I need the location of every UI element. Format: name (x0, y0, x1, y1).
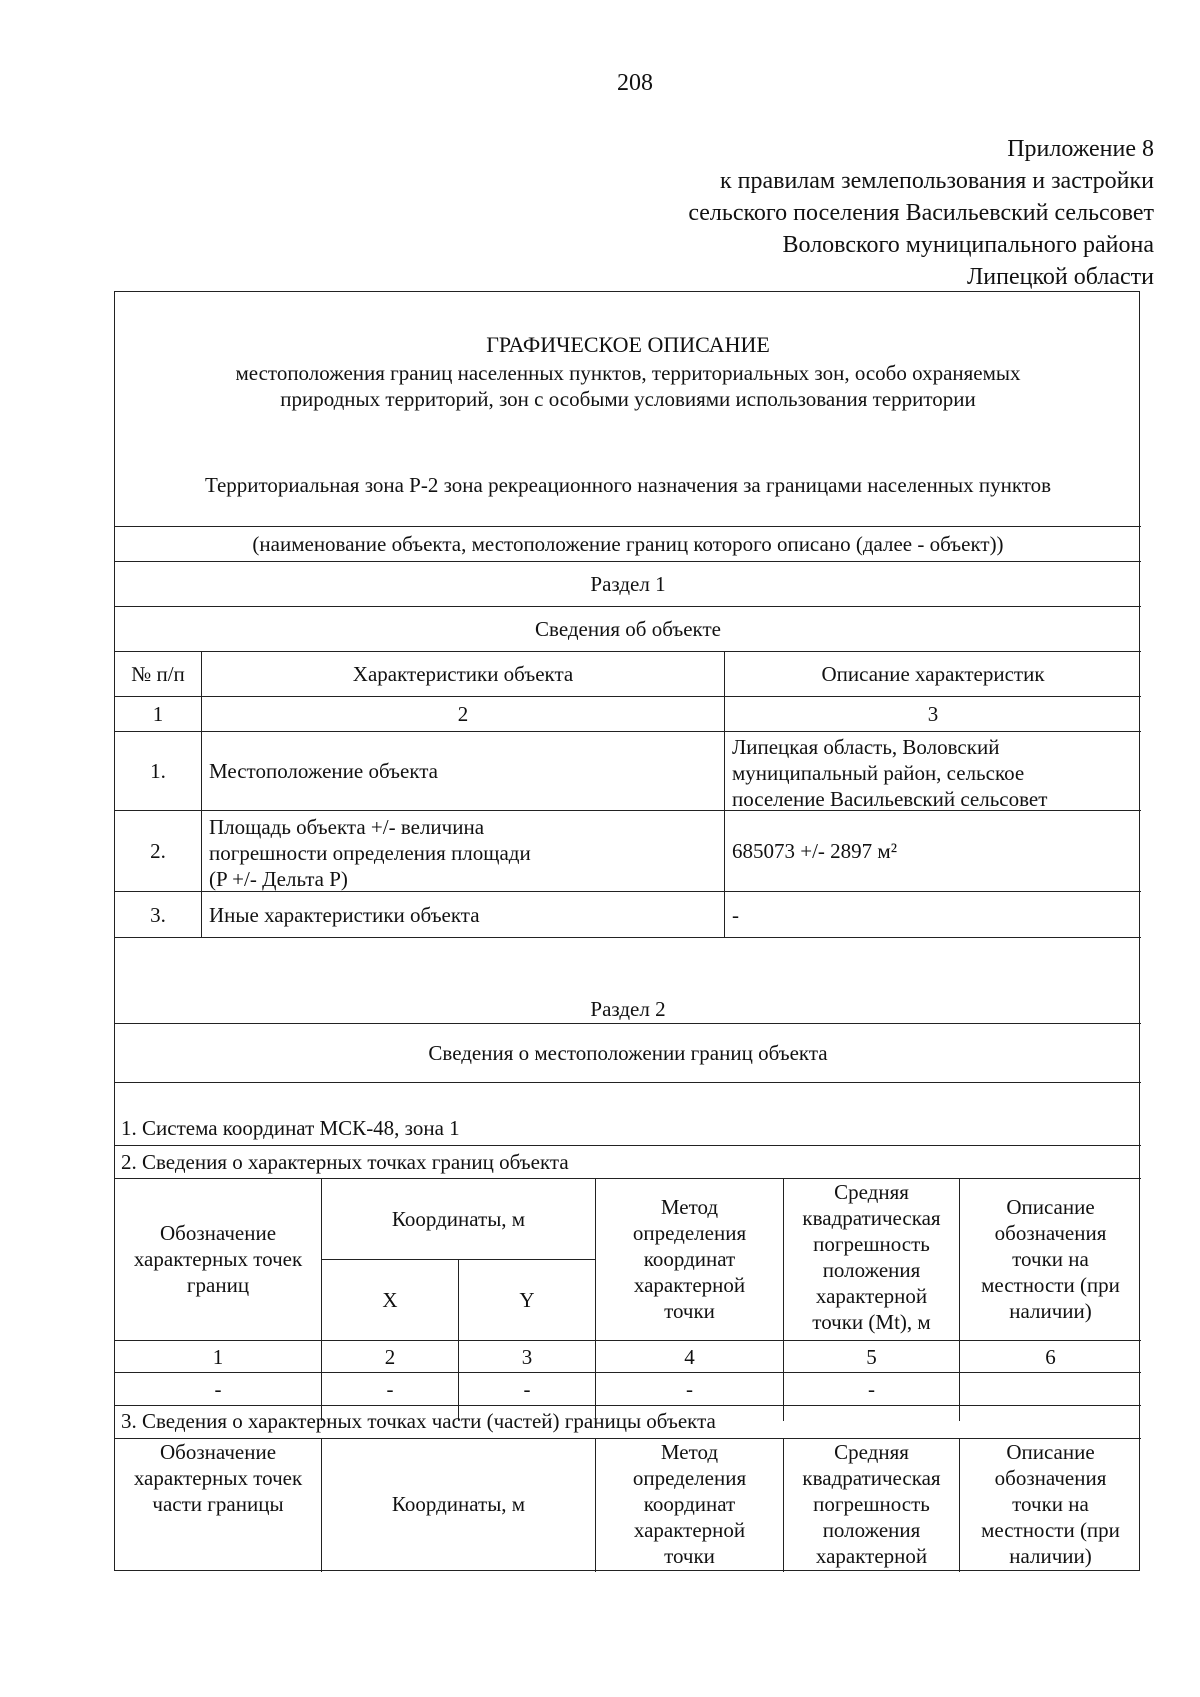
text-line: Описание (1006, 1195, 1095, 1219)
coordinate-system: 1. Система координат МСК-48, зона 1 (121, 1116, 460, 1140)
text-line: наличии) (1009, 1544, 1092, 1568)
col-number: 1 (212, 1344, 224, 1369)
row-number: 3. (150, 902, 166, 927)
row-characteristic (209, 814, 719, 892)
col-number: 2 (457, 702, 469, 726)
row-description (732, 734, 1137, 812)
text-line: определения (632, 1221, 747, 1245)
text-line: точки на (1012, 1247, 1089, 1271)
section2-subtitle: Сведения о местоположении границ объекта (428, 1041, 828, 1065)
text-line: точки (664, 1544, 715, 1568)
text-line: погрешность (813, 1492, 930, 1516)
text-line: части границы (152, 1492, 284, 1516)
section1-subtitle: Сведения об объекте (535, 617, 721, 641)
text-line: обозначения (994, 1466, 1107, 1490)
col-number: 4 (684, 1344, 695, 1369)
table-cell (960, 1373, 1141, 1405)
row-characteristic: Местоположение объекта (209, 759, 439, 783)
page-number: 208 (617, 70, 653, 96)
parts-h-coordinates: Координаты, м (391, 1492, 526, 1516)
col-number: 1 (152, 702, 164, 726)
h-method (596, 1194, 783, 1324)
col-header-characteristic: Характеристики объекта (352, 662, 574, 686)
parts-h-designation (115, 1439, 321, 1517)
row-description: 685073 +/- 2897 м² (732, 839, 898, 863)
zone-caption: (наименование объекта, местоположение границ которого описано (далее - объект)) (252, 532, 1004, 556)
h-y: Y (519, 1288, 535, 1312)
text-line: Обозначение (159, 1221, 277, 1245)
col-header-description: Описание характеристик (821, 662, 1045, 686)
text-line: точки на (1012, 1492, 1089, 1516)
text-line: границ (186, 1273, 250, 1297)
row-description: - (732, 902, 739, 927)
text-line: местности (при (981, 1273, 1120, 1297)
text-line: Метод (660, 1195, 719, 1219)
h-error (784, 1179, 959, 1335)
document-form (114, 291, 1140, 1571)
row-number: 2. (150, 839, 166, 863)
appendix-line: Липецкой области (967, 264, 1154, 290)
section2-title: Раздел 2 (590, 997, 666, 1021)
text-line: Липецкая область, Воловский (732, 735, 1000, 759)
text-line: Площадь объекта +/- величина (209, 815, 485, 839)
text-line: квадратическая (802, 1466, 941, 1490)
form-subtitle: местоположения границ населенных пунктов, территориальных зон, особо охраняемых (235, 361, 1021, 385)
table-cell: - (686, 1377, 693, 1401)
text-line: поселение Васильевский сельсовет (732, 787, 1048, 811)
text-line: Обозначение (159, 1440, 277, 1464)
appendix-line: к правилам землепользования и застройки (719, 168, 1154, 194)
text-line: Описание (1006, 1440, 1095, 1464)
text-line: наличии) (1009, 1299, 1092, 1323)
text-line: характерной (633, 1518, 746, 1542)
appendix-line: сельского поселения Васильевский сельсовет (688, 200, 1154, 226)
h-coordinates: Координаты, м (391, 1207, 526, 1231)
text-line: характерной (815, 1284, 928, 1308)
col-number: 2 (384, 1344, 396, 1369)
section1-title: Раздел 1 (590, 572, 666, 596)
text-line: характерной (815, 1544, 928, 1568)
parts-h-error (784, 1439, 959, 1569)
zone-name: Территориальная зона Р-2 зона рекреационного назначения за границами населенных пунктов (204, 473, 1052, 497)
col-number: 5 (866, 1344, 877, 1369)
points-title: 2. Сведения о характерных точках границ объекта (121, 1150, 569, 1174)
col-number: 3 (521, 1344, 533, 1369)
appendix-header (454, 133, 1154, 293)
text-line: точки (664, 1299, 715, 1323)
text-line: характерных точек (133, 1247, 303, 1271)
text-line: определения (632, 1466, 747, 1490)
row-number: 1. (150, 759, 166, 783)
text-line: координат (643, 1247, 736, 1271)
parts-h-method (596, 1439, 783, 1569)
appendix-line: Приложение 8 (1007, 136, 1154, 162)
col-number: 3 (927, 702, 939, 726)
text-line: Метод (660, 1440, 719, 1464)
table-cell: - (523, 1377, 531, 1401)
text-line: местности (при (981, 1518, 1120, 1542)
text-line: характерных точек (133, 1466, 303, 1490)
h-description (960, 1194, 1141, 1324)
text-line: погрешность (813, 1232, 930, 1256)
text-line: Средняя (834, 1440, 909, 1464)
text-line: точки (Mt), м (812, 1310, 931, 1334)
appendix-line: Воловского муниципального района (782, 232, 1154, 258)
text-line: положения (822, 1258, 921, 1282)
col-header-number: № п/п (131, 662, 185, 686)
row-characteristic: Иные характеристики объекта (209, 902, 480, 927)
text-line: характерной (633, 1273, 746, 1297)
text-line: координат (643, 1492, 736, 1516)
text-line: (P +/- Дельта P) (209, 867, 348, 891)
table-cell: - (386, 1377, 394, 1401)
text-line: Средняя (834, 1180, 909, 1204)
parts-title: 3. Сведения о характерных точках части (частей) границы объекта (121, 1409, 716, 1433)
form-title: ГРАФИЧЕСКОЕ ОПИСАНИЕ (486, 332, 770, 357)
text-line: квадратическая (802, 1206, 941, 1230)
h-x: X (382, 1288, 398, 1312)
h-designation (115, 1220, 321, 1298)
form-subtitle: природных территорий, зон с особыми условиями использования территории (280, 387, 976, 411)
parts-h-description (960, 1439, 1141, 1569)
table-cell: - (214, 1377, 222, 1401)
table-cell: - (868, 1377, 875, 1401)
text-line: положения (822, 1518, 921, 1542)
text-line: обозначения (994, 1221, 1107, 1245)
text-line: погрешности определения площади (209, 841, 531, 865)
col-number: 6 (1045, 1344, 1056, 1369)
text-line: муниципальный район, сельское (732, 761, 1025, 785)
